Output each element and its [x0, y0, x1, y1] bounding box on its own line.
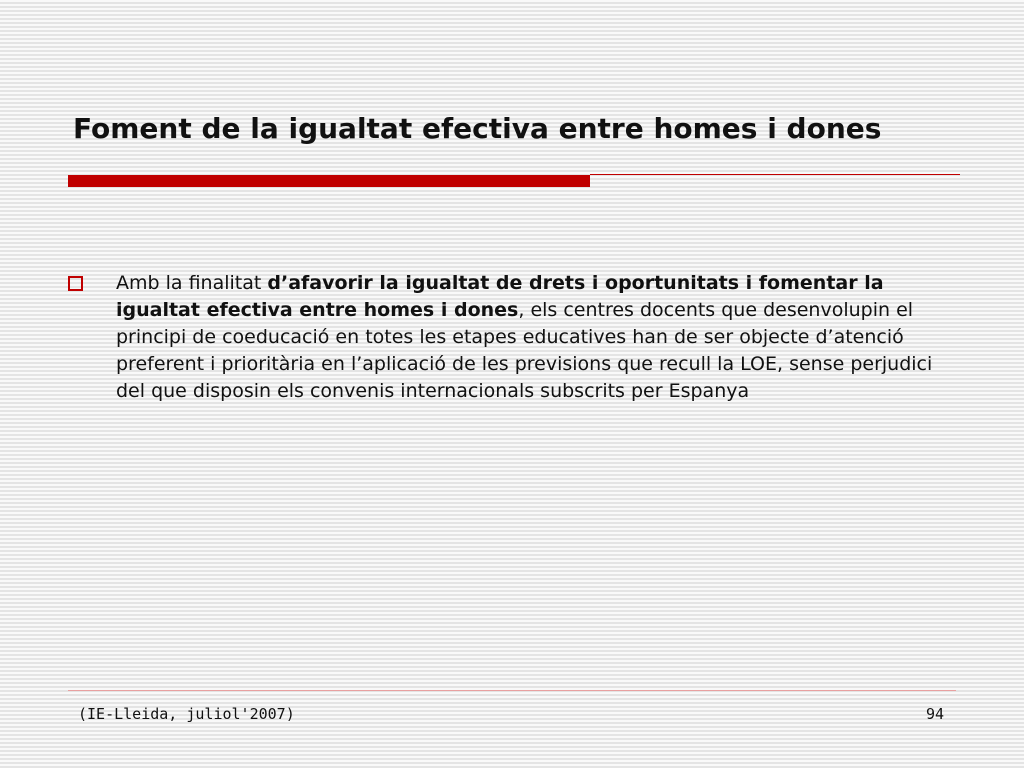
bullet-intro: Amb la finalitat — [116, 272, 268, 294]
title-underline-thin — [590, 174, 960, 175]
slide-title: Foment de la igualtat efectiva entre homes i dones — [73, 112, 882, 145]
bullet-text — [116, 270, 936, 405]
footer-source: (IE-Lleida, juliol'2007) — [78, 705, 295, 723]
square-bullet-icon — [68, 276, 83, 291]
bullet-rest: , els centres docents que desenvolupin el principi de coeducació en totes les etapes educatives han de ser objecte d’atenció preferent i prioritària en l’aplicació de les previsions que recull la LOE, sense perjudici del que disposin els convenis internacionals subscrits per Espanya — [116, 299, 933, 402]
page-number: 94 — [925, 705, 944, 723]
title-underline-thick — [68, 175, 590, 187]
footer-divider — [68, 690, 956, 691]
bullet-emphasis: d’afavorir la igualtat de drets i oportunitats i fomentar la igualtat efectiva entre homes i dones — [116, 272, 884, 321]
